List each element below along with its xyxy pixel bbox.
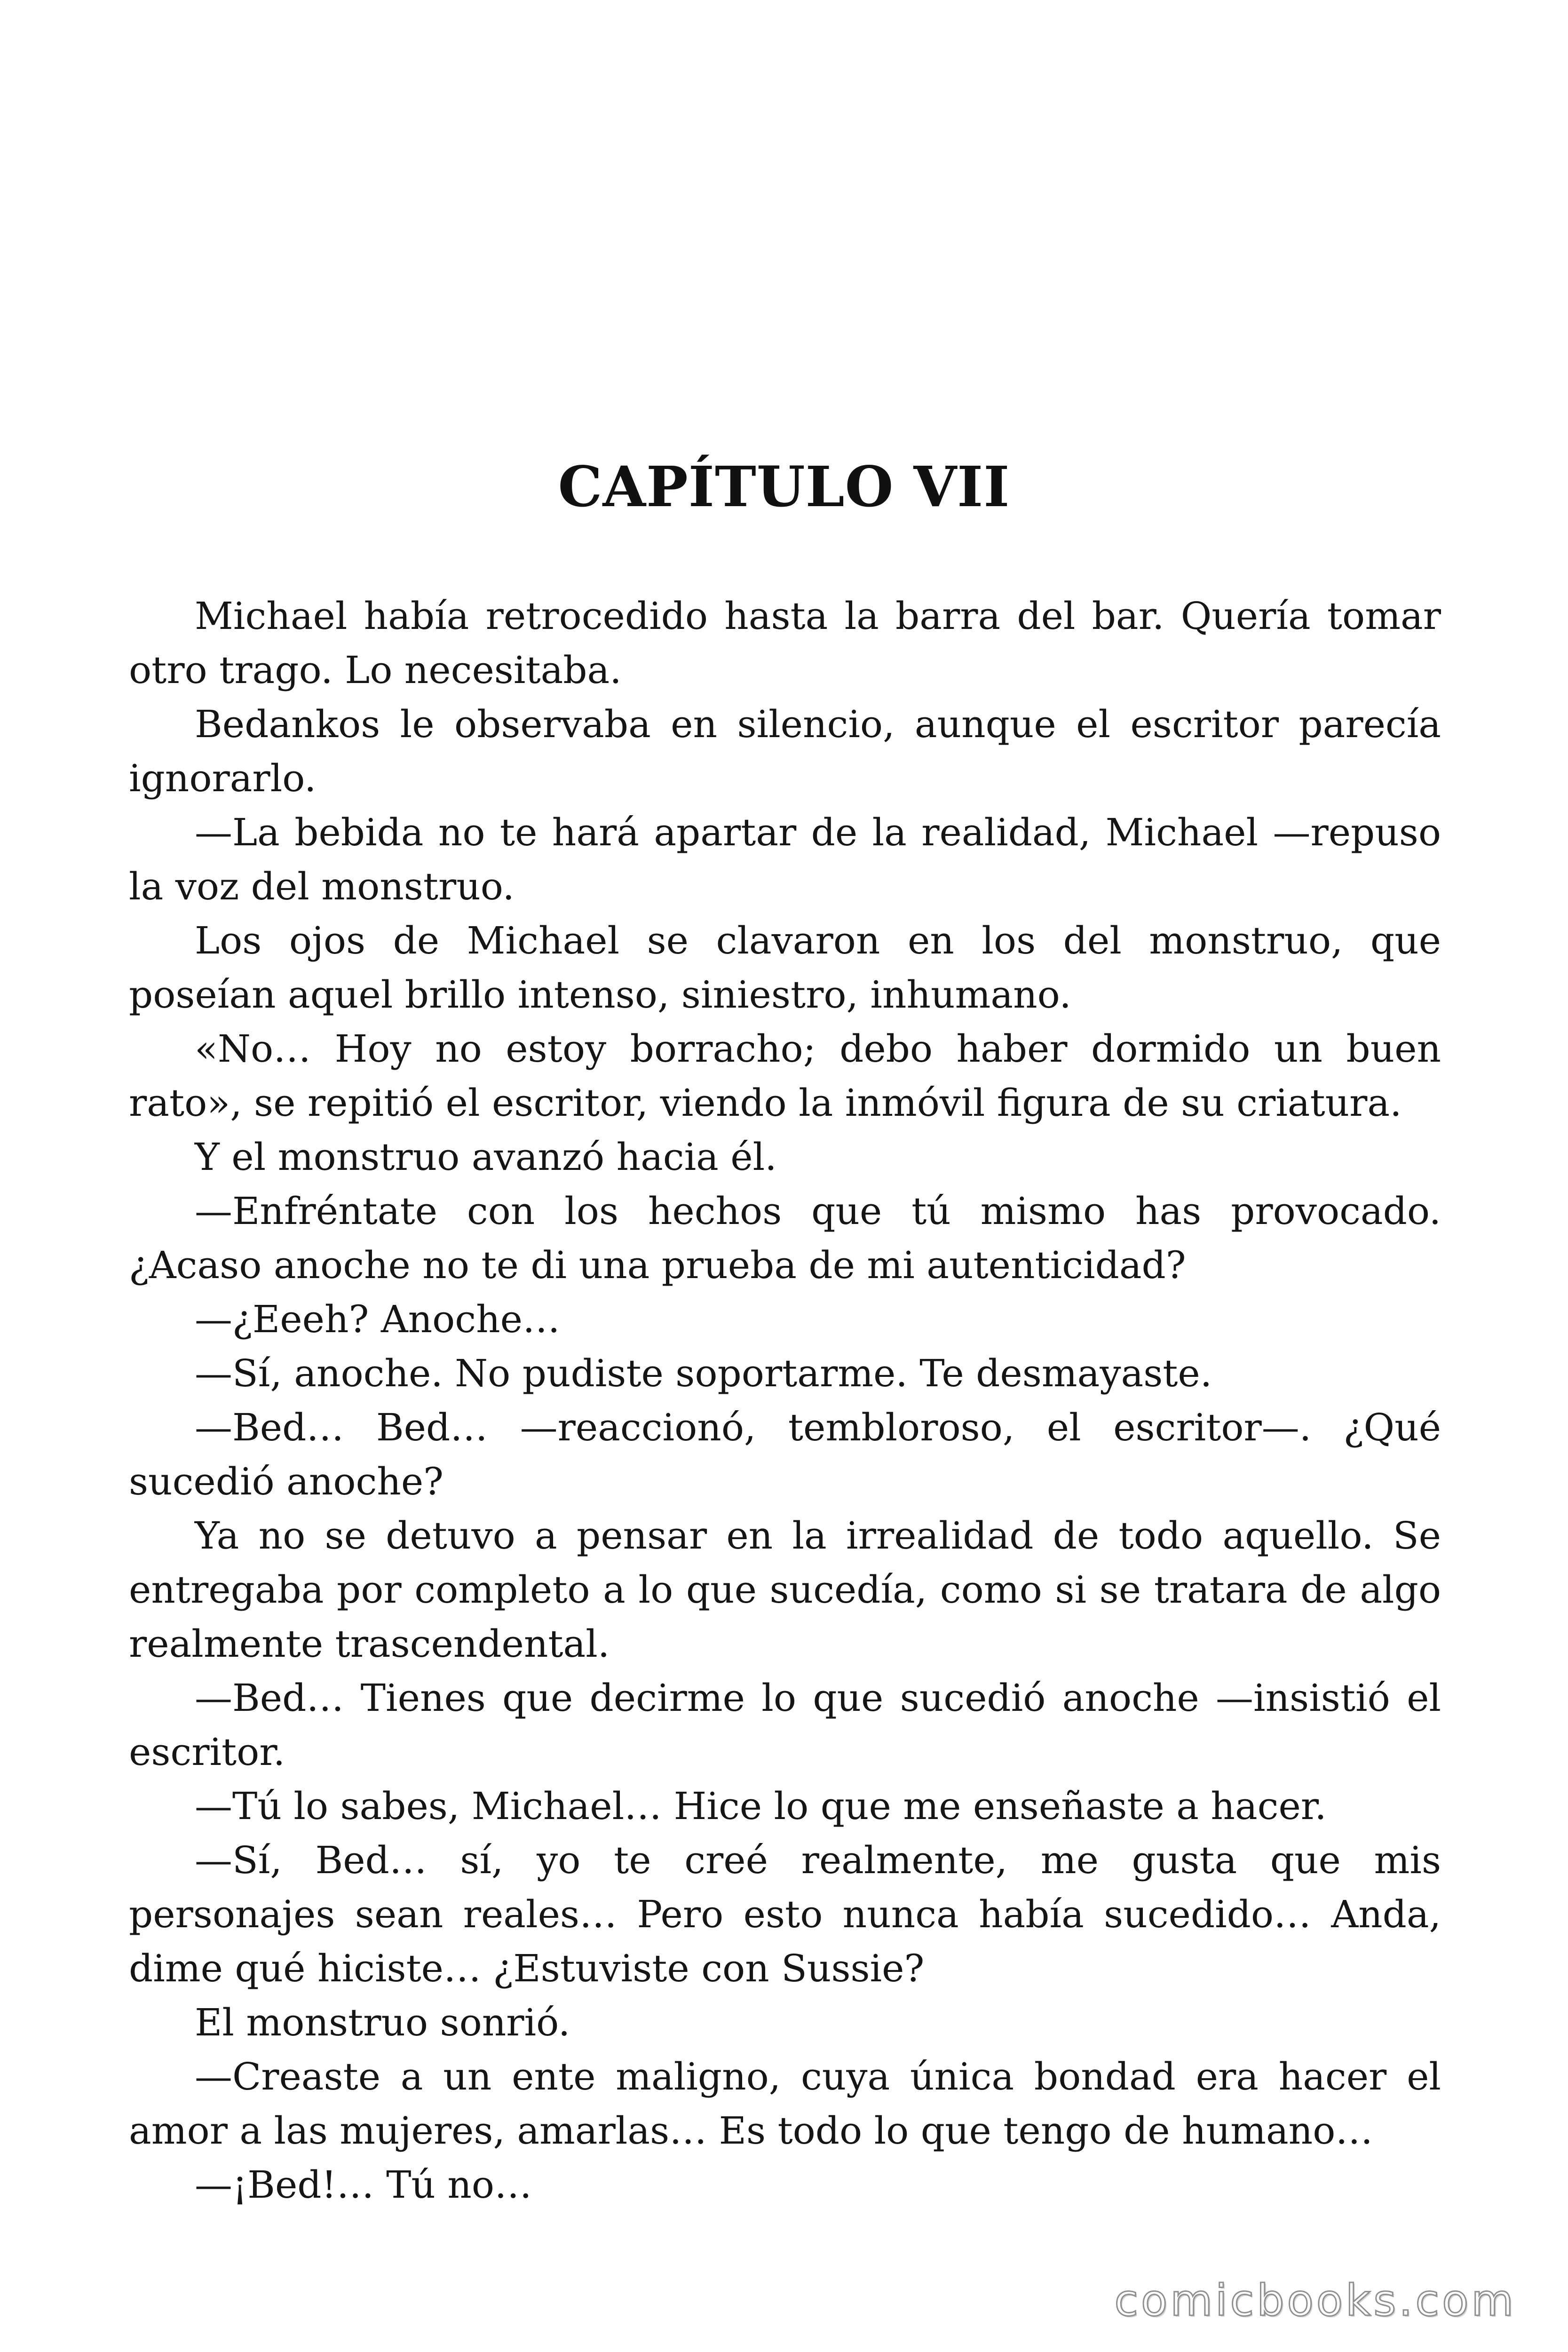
paragraph: —Sí, Bed… sí, yo te creé realmente, me gusta que mis personajes sean reales… Pero esto nunca había sucedido… Anda, dime qué hiciste… ¿Estuviste con Sussie? — [129, 1838, 1441, 1990]
paragraph: —¡Bed!… Tú no… — [195, 2163, 532, 2207]
paragraph: —Tú lo sabes, Michael… Hice lo que me enseñaste a hacer. — [195, 1784, 1327, 1828]
paragraph: —Enfréntate con los hechos que tú mismo has provocado. ¿Acaso anoche no te di una prueba de mi autenticidad? — [129, 1189, 1441, 1287]
paragraph: —Bed… Bed… —reaccionó, tembloroso, el escritor—. ¿Qué sucedió anoche? — [129, 1406, 1441, 1503]
paragraph: Y el monstruo avanzó hacia él. — [195, 1135, 777, 1179]
paragraph: —¿Eeeh? Anoche… — [195, 1297, 560, 1341]
paragraph: Michael había retrocedido hasta la barra del bar. Quería tomar otro trago. Lo necesitaba. — [129, 594, 1441, 692]
watermark: comicbooks.com — [1114, 2275, 1516, 2326]
paragraph: —Sí, anoche. No pudiste soportarme. Te desmayaste. — [195, 1351, 1212, 1395]
paragraph: El monstruo sonrió. — [195, 2001, 570, 2044]
paragraph: —Bed… Tienes que decirme lo que sucedió anoche —insistió el escritor. — [129, 1676, 1441, 1774]
paragraph: —La bebida no te hará apartar de la realidad, Michael —repuso la voz del monstruo. — [129, 810, 1441, 908]
chapter-title: CAPÍTULO VII — [558, 454, 1010, 519]
chapter-body — [129, 589, 1441, 2212]
paragraph: Los ojos de Michael se clavaron en los del monstruo, que poseían aquel brillo intenso, siniestro, inhumano. — [129, 919, 1441, 1017]
paragraph: «No… Hoy no estoy borracho; debo haber dormido un buen rato», se repitió el escritor, viendo la inmóvil figura de su criatura. — [129, 1027, 1441, 1125]
paragraph: Bedankos le observaba en silencio, aunque el escritor parecía ignorarlo. — [129, 702, 1441, 800]
paragraph: Ya no se detuvo a pensar en la irrealidad de todo aquello. Se entregaba por completo a lo que sucedía, como si se tratara de algo realmente trascendental. — [129, 1514, 1441, 1666]
paragraph: —Creaste a un ente maligno, cuya única bondad era hacer el amor a las mujeres, amarlas… Es todo lo que tengo de humano… — [129, 2055, 1441, 2153]
